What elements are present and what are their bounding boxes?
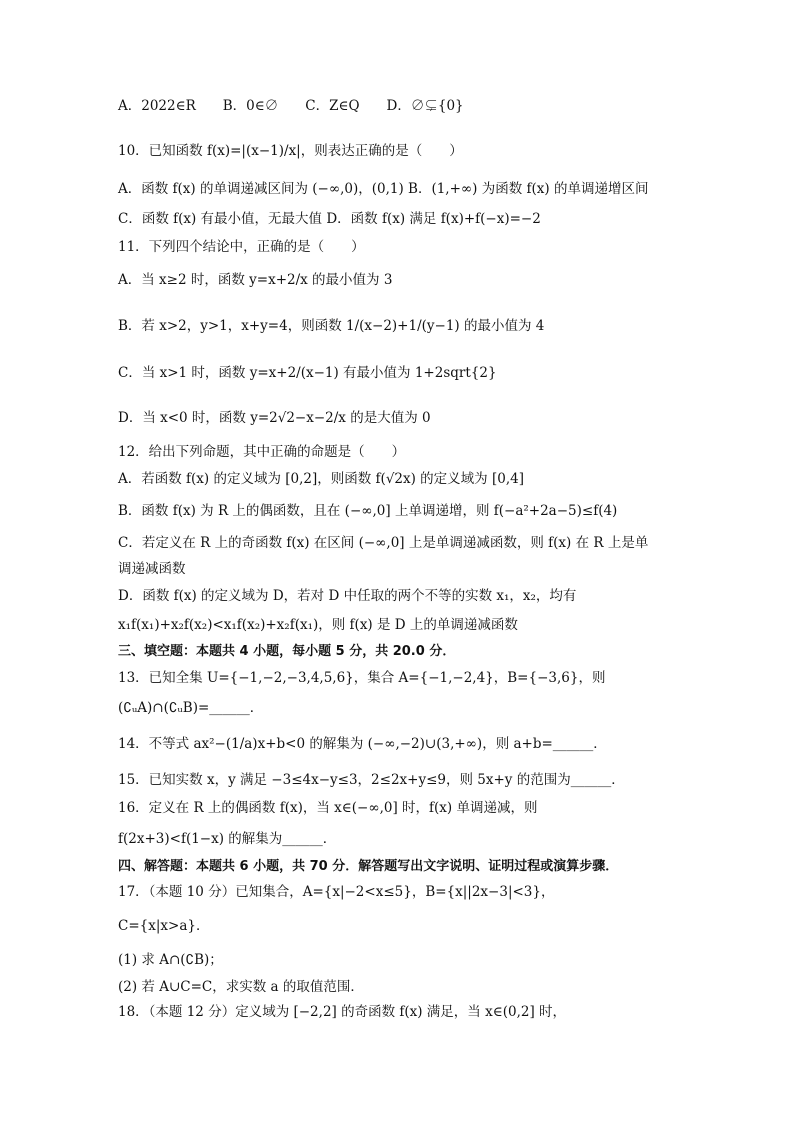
q9-options: A．2022∈R B．0∈∅ C．Z∈Q D．∅⊊{0} xyxy=(118,98,464,114)
q15: 15．已知实数 x，y 满足 −3≤4x−y≤3，2≤2x+y≤9，则 5x+y 的范围为______． xyxy=(118,772,625,788)
q12-option-d-line2: x₁f(x₁)+x₂f(x₂)<x₁f(x₂)+x₂f(x₁)，则 f(x) 是 D 上的单调递减函数 xyxy=(118,617,518,633)
q16-line2: f(2x+3)<f(1−x) 的解集为______． xyxy=(118,831,337,847)
q17-part1: (1) 求 A∩(∁B)； xyxy=(118,952,223,968)
q13-line2: (∁ᵤA)∩(∁ᵤB)=______． xyxy=(118,700,264,716)
q12-option-b: B．函数 f(x) 为 R 上的偶函数，且在 (−∞,0] 上单调递增，则 f(−a²+2a−5)≤f(4) xyxy=(118,503,618,519)
section3-heading: 三、填空题：本题共 4 小题，每小题 5 分，共 20.0 分． xyxy=(118,644,456,659)
q10-options-cd: C．函数 f(x) 有最小值，无最大值 D．函数 f(x) 满足 f(x)+f(−x)=−2 xyxy=(118,211,541,227)
q11-stem: 11．下列四个结论中，正确的是（ ） xyxy=(118,239,365,255)
q11-option-b: B．若 x>2，y>1，x+y=4，则函数 1/(x−2)+1/(y−1) 的最小值为 4 xyxy=(118,318,545,334)
q11-option-c: C．当 x>1 时，函数 y=x+2/(x−1) 有最小值为 1+2sqrt{2} xyxy=(118,365,497,381)
q17-line2: C={x|x>a}． xyxy=(118,918,210,934)
section4-heading: 四、解答题：本题共 6 小题，共 70 分．解答题写出文字说明、证明过程或演算步骤． xyxy=(118,859,619,874)
q12-option-c-line1: C．若定义在 R 上的奇函数 f(x) 在区间 (−∞,0] 上是单调递减函数，则 f(x) 在 R 上是单 xyxy=(118,535,649,551)
q11-option-d: D．当 x<0 时，函数 y=2√2−x−2/x 的是大值为 0 xyxy=(118,410,431,426)
q10-stem: 10．已知函数 f(x)=|(x−1)/x|，则表达正确的是（ ） xyxy=(118,143,463,159)
q16-line1: 16．定义在 R 上的偶函数 f(x)，当 x∈(−∞,0] 时，f(x) 单调递减，则 xyxy=(118,800,538,816)
q13-line1: 13．已知全集 U={−1,−2,−3,4,5,6}，集合 A={−1,−2,4}，B={−3,6}，则 xyxy=(118,670,606,686)
q18-line1: 18．（本题 12 分）定义域为 [−2,2] 的奇函数 f(x) 满足，当 x∈(0,2] 时， xyxy=(118,1004,567,1020)
q11-option-a: A．当 x≥2 时，函数 y=x+2/x 的最小值为 3 xyxy=(118,272,393,288)
q17-line1: 17．（本题 10 分）已知集合，A={x|−2<x≤5}，B={x||2x−3|<3}， xyxy=(118,884,555,900)
q12-option-a: A．若函数 f(x) 的定义域为 [0,2]，则函数 f(√2x) 的定义域为 [0,4] xyxy=(118,471,524,487)
q14: 14．不等式 ax²−(1/a)x+b<0 的解集为 (−∞,−2)∪(3,+∞)，则 a+b=______． xyxy=(118,736,607,752)
q12-option-c-line2: 调递减函数 xyxy=(118,561,186,577)
q17-part2: (2) 若 A∪C=C，求实数 a 的取值范围． xyxy=(118,979,364,995)
q12-stem: 12．给出下列命题，其中正确的命题是（ ） xyxy=(118,444,406,460)
q10-options-ab: A．函数 f(x) 的单调递减区间为 (−∞,0)，(0,1) B．(1,+∞) 为函数 f(x) 的单调递增区间 xyxy=(118,181,649,197)
q12-option-d-line1: D．函数 f(x) 的定义域为 D，若对 D 中任取的两个不等的实数 x₁，x₂，均有 xyxy=(118,588,577,604)
